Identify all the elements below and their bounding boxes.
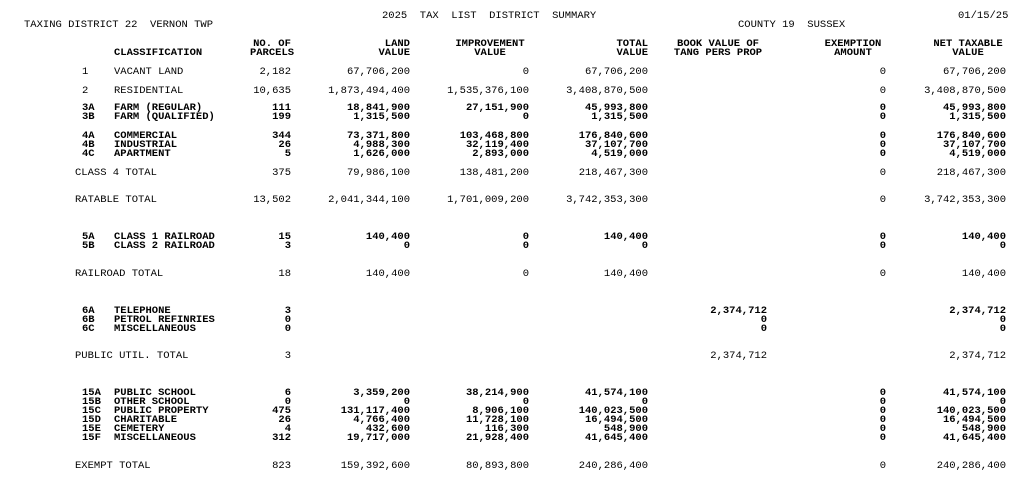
row-classification: INDUSTRIAL: [114, 139, 178, 151]
cell-exemption: 0: [879, 432, 886, 444]
cell-improvement: 80,893,800: [465, 460, 529, 472]
cell-net: 2,374,712: [949, 350, 1006, 362]
cell-exemption: 0: [879, 423, 886, 435]
cell-net: 41,574,100: [942, 387, 1006, 399]
col-parcels-2: PARCELS: [249, 47, 295, 59]
cell-improvement: 103,468,800: [459, 130, 529, 142]
cell-improvement: 138,481,200: [459, 167, 529, 179]
cell-exemption: 0: [879, 66, 886, 78]
cell-total: 41,645,400: [584, 432, 648, 444]
cell-net: 16,494,500: [942, 414, 1006, 426]
cell-improvement: 2,893,000: [472, 148, 529, 160]
cell-improvement: 1,701,009,200: [447, 194, 529, 206]
cell-total: 140,400: [603, 231, 648, 243]
cell-land: 67,706,200: [346, 66, 410, 78]
cell-parcels: 26: [278, 139, 291, 151]
cell-net: 140,400: [961, 268, 1006, 280]
row-code: 4C: [82, 148, 95, 160]
col-land-2: VALUE: [378, 47, 410, 59]
total-row-label: EXEMPT TOTAL: [75, 460, 151, 472]
col-net-1: NET TAXABLE: [933, 38, 1003, 50]
cell-parcels: 375: [272, 167, 291, 179]
cell-improvement: 0: [522, 66, 529, 78]
cell-improvement: 27,151,900: [465, 102, 529, 114]
row-code: 15C: [82, 405, 101, 417]
cell-parcels: 15: [278, 231, 291, 243]
cell-improvement: 0: [522, 231, 529, 243]
cell-parcels: 3: [284, 350, 291, 362]
cell-improvement: 8,906,100: [472, 405, 529, 417]
cell-book: 2,374,712: [710, 305, 767, 317]
cell-net: 37,107,700: [942, 139, 1006, 151]
row-code: 15A: [82, 387, 101, 399]
row-code: 1: [82, 66, 89, 78]
cell-total: 0: [641, 240, 648, 252]
cell-land: 0: [403, 396, 410, 408]
cell-exemption: 0: [879, 167, 886, 179]
cell-exemption: 0: [879, 139, 886, 151]
cell-land: 18,841,900: [346, 102, 410, 114]
row-classification: CLASS 1 RAILROAD: [114, 231, 215, 243]
cell-total: 3,742,353,300: [566, 194, 648, 206]
total-row-label: RATABLE TOTAL: [75, 194, 157, 206]
row-code: 15D: [82, 414, 101, 426]
cell-parcels: 18: [278, 268, 291, 280]
row-code: 3A: [82, 102, 95, 114]
cell-exemption: 0: [879, 414, 886, 426]
cell-total: 218,467,300: [578, 167, 648, 179]
cell-total: 16,494,500: [584, 414, 648, 426]
col-exemption-1: EXEMPTION: [824, 38, 882, 50]
cell-land: 73,371,800: [346, 130, 410, 142]
cell-land: 1,315,500: [353, 111, 410, 123]
cell-net: 41,645,400: [942, 432, 1006, 444]
row-classification: PUBLIC SCHOOL: [114, 387, 196, 399]
cell-net: 0: [999, 314, 1006, 326]
row-classification: MISCELLANEOUS: [114, 432, 196, 444]
row-classification: FARM (QUALIFIED): [114, 111, 215, 123]
cell-total: 240,286,400: [578, 460, 648, 472]
row-classification: COMMERCIAL: [114, 130, 178, 142]
row-code: 15E: [82, 423, 101, 435]
cell-total: 41,574,100: [584, 387, 648, 399]
cell-parcels: 344: [272, 130, 291, 142]
cell-net: 0: [999, 396, 1006, 408]
row-code: 2: [82, 85, 89, 97]
cell-total: 140,400: [603, 268, 648, 280]
cell-parcels: 199: [272, 111, 291, 123]
cell-net: 2,374,712: [949, 305, 1006, 317]
cell-land: 79,986,100: [346, 167, 410, 179]
col-total-1: TOTAL: [616, 38, 648, 50]
col-improvement-1: IMPROVEMENT: [455, 38, 525, 50]
col-parcels-1: NO. OF: [253, 38, 291, 50]
row-classification: CHARITABLE: [114, 414, 178, 426]
cell-book: 0: [760, 314, 767, 326]
cell-book: 2,374,712: [710, 350, 767, 362]
cell-net: 1,315,500: [949, 111, 1006, 123]
cell-net: 140,023,500: [936, 405, 1006, 417]
row-code: 6A: [82, 305, 95, 317]
cell-exemption: 0: [879, 231, 886, 243]
cell-parcels: 3: [284, 240, 291, 252]
cell-exemption: 0: [879, 102, 886, 114]
report-title: 2025 TAX LIST DISTRICT SUMMARY: [382, 10, 597, 22]
cell-land: 131,117,400: [340, 405, 410, 417]
row-code: 3B: [82, 111, 95, 123]
col-improvement-2: VALUE: [474, 47, 506, 59]
cell-total: 176,840,600: [578, 130, 648, 142]
cell-exemption: 0: [879, 268, 886, 280]
cell-exemption: 0: [879, 85, 886, 97]
cell-parcels: 13,502: [253, 194, 291, 206]
cell-parcels: 10,635: [253, 85, 291, 97]
cell-total: 45,993,800: [584, 102, 648, 114]
col-book-2: TANG PERS PROP: [673, 47, 763, 59]
cell-parcels: 475: [272, 405, 291, 417]
cell-land: 2,041,344,100: [328, 194, 410, 206]
cell-exemption: 0: [879, 194, 886, 206]
cell-parcels: 4: [284, 423, 291, 435]
cell-book: 0: [760, 323, 767, 335]
cell-total: 140,023,500: [578, 405, 648, 417]
cell-net: 218,467,300: [936, 167, 1006, 179]
cell-improvement: 0: [522, 268, 529, 280]
cell-land: 432,600: [365, 423, 410, 435]
row-classification: PETROL REFINRIES: [114, 314, 215, 326]
cell-net: 4,519,000: [949, 148, 1006, 160]
cell-total: 3,408,870,500: [566, 85, 648, 97]
row-code: 6B: [82, 314, 95, 326]
total-row-label: RAILROAD TOTAL: [75, 268, 164, 280]
cell-exemption: 0: [879, 387, 886, 399]
cell-land: 1,626,000: [353, 148, 410, 160]
cell-land: 140,400: [365, 268, 410, 280]
row-classification: PUBLIC PROPERTY: [114, 405, 209, 417]
row-classification: TELEPHONE: [114, 305, 171, 317]
cell-parcels: 2,182: [259, 66, 291, 78]
cell-net: 548,900: [961, 423, 1006, 435]
cell-land: 4,766,400: [353, 414, 410, 426]
cell-exemption: 0: [879, 405, 886, 417]
cell-net: 0: [999, 323, 1006, 335]
cell-land: 3,359,200: [353, 387, 410, 399]
cell-total: 37,107,700: [584, 139, 648, 151]
cell-total: 1,315,500: [591, 111, 648, 123]
cell-land: 19,717,000: [346, 432, 410, 444]
row-classification: OTHER SCHOOL: [114, 396, 190, 408]
cell-parcels: 0: [284, 396, 291, 408]
row-code: 6C: [82, 323, 95, 335]
cell-improvement: 0: [522, 396, 529, 408]
cell-land: 159,392,600: [340, 460, 410, 472]
cell-improvement: 0: [522, 111, 529, 123]
cell-parcels: 5: [284, 148, 291, 160]
cell-land: 1,873,494,400: [328, 85, 410, 97]
cell-parcels: 0: [284, 323, 291, 335]
cell-net: 0: [999, 240, 1006, 252]
district-label: TAXING DISTRICT 22 VERNON TWP: [24, 19, 214, 31]
col-land-1: LAND: [384, 38, 410, 50]
col-total-2: VALUE: [616, 47, 648, 59]
cell-improvement: 1,535,376,100: [447, 85, 529, 97]
cell-total: 548,900: [603, 423, 648, 435]
cell-land: 0: [403, 240, 410, 252]
cell-exemption: 0: [879, 240, 886, 252]
cell-exemption: 0: [879, 111, 886, 123]
cell-net: 176,840,600: [936, 130, 1006, 142]
col-exemption-2: AMOUNT: [834, 47, 872, 59]
cell-parcels: 0: [284, 314, 291, 326]
cell-improvement: 0: [522, 240, 529, 252]
cell-parcels: 3: [284, 305, 291, 317]
cell-parcels: 312: [272, 432, 291, 444]
col-net-2: VALUE: [952, 47, 984, 59]
row-classification: RESIDENTIAL: [114, 85, 184, 97]
cell-land: 4,988,300: [353, 139, 410, 151]
row-code: 4A: [82, 130, 95, 142]
total-row-label: PUBLIC UTIL. TOTAL: [75, 350, 189, 362]
report-date: 01/15/25: [958, 10, 1009, 22]
col-classification: CLASSIFICATION: [114, 47, 203, 59]
cell-improvement: 21,928,400: [465, 432, 529, 444]
cell-exemption: 0: [879, 396, 886, 408]
cell-parcels: 26: [278, 414, 291, 426]
row-code: 5B: [82, 240, 95, 252]
cell-improvement: 11,728,100: [465, 414, 529, 426]
cell-exemption: 0: [879, 148, 886, 160]
row-code: 4B: [82, 139, 95, 151]
cell-net: 45,993,800: [942, 102, 1006, 114]
col-book-1: BOOK VALUE OF: [677, 38, 759, 50]
cell-net: 240,286,400: [936, 460, 1006, 472]
cell-total: 4,519,000: [591, 148, 648, 160]
cell-net: 3,742,353,300: [924, 194, 1006, 206]
row-classification: MISCELLANEOUS: [114, 323, 196, 335]
cell-net: 67,706,200: [942, 66, 1006, 78]
cell-net: 140,400: [961, 231, 1006, 243]
total-row-label: CLASS 4 TOTAL: [75, 167, 157, 179]
cell-parcels: 823: [272, 460, 291, 472]
row-classification: CLASS 2 RAILROAD: [114, 240, 215, 252]
county-label: COUNTY 19 SUSSEX: [738, 19, 846, 31]
cell-parcels: 111: [272, 102, 291, 114]
cell-total: 0: [641, 396, 648, 408]
cell-land: 140,400: [365, 231, 410, 243]
cell-improvement: 116,300: [484, 423, 529, 435]
row-classification: APARTMENT: [114, 148, 171, 160]
row-code: 15B: [82, 396, 101, 408]
cell-net: 3,408,870,500: [924, 85, 1006, 97]
cell-improvement: 32,119,400: [465, 139, 529, 151]
cell-total: 67,706,200: [584, 66, 648, 78]
row-classification: CEMETERY: [114, 423, 165, 435]
row-code: 5A: [82, 231, 95, 243]
cell-improvement: 38,214,900: [465, 387, 529, 399]
cell-exemption: 0: [879, 130, 886, 142]
row-classification: VACANT LAND: [114, 66, 184, 78]
cell-parcels: 6: [284, 387, 291, 399]
row-classification: FARM (REGULAR): [114, 102, 203, 114]
row-code: 15F: [82, 432, 101, 444]
cell-exemption: 0: [879, 460, 886, 472]
